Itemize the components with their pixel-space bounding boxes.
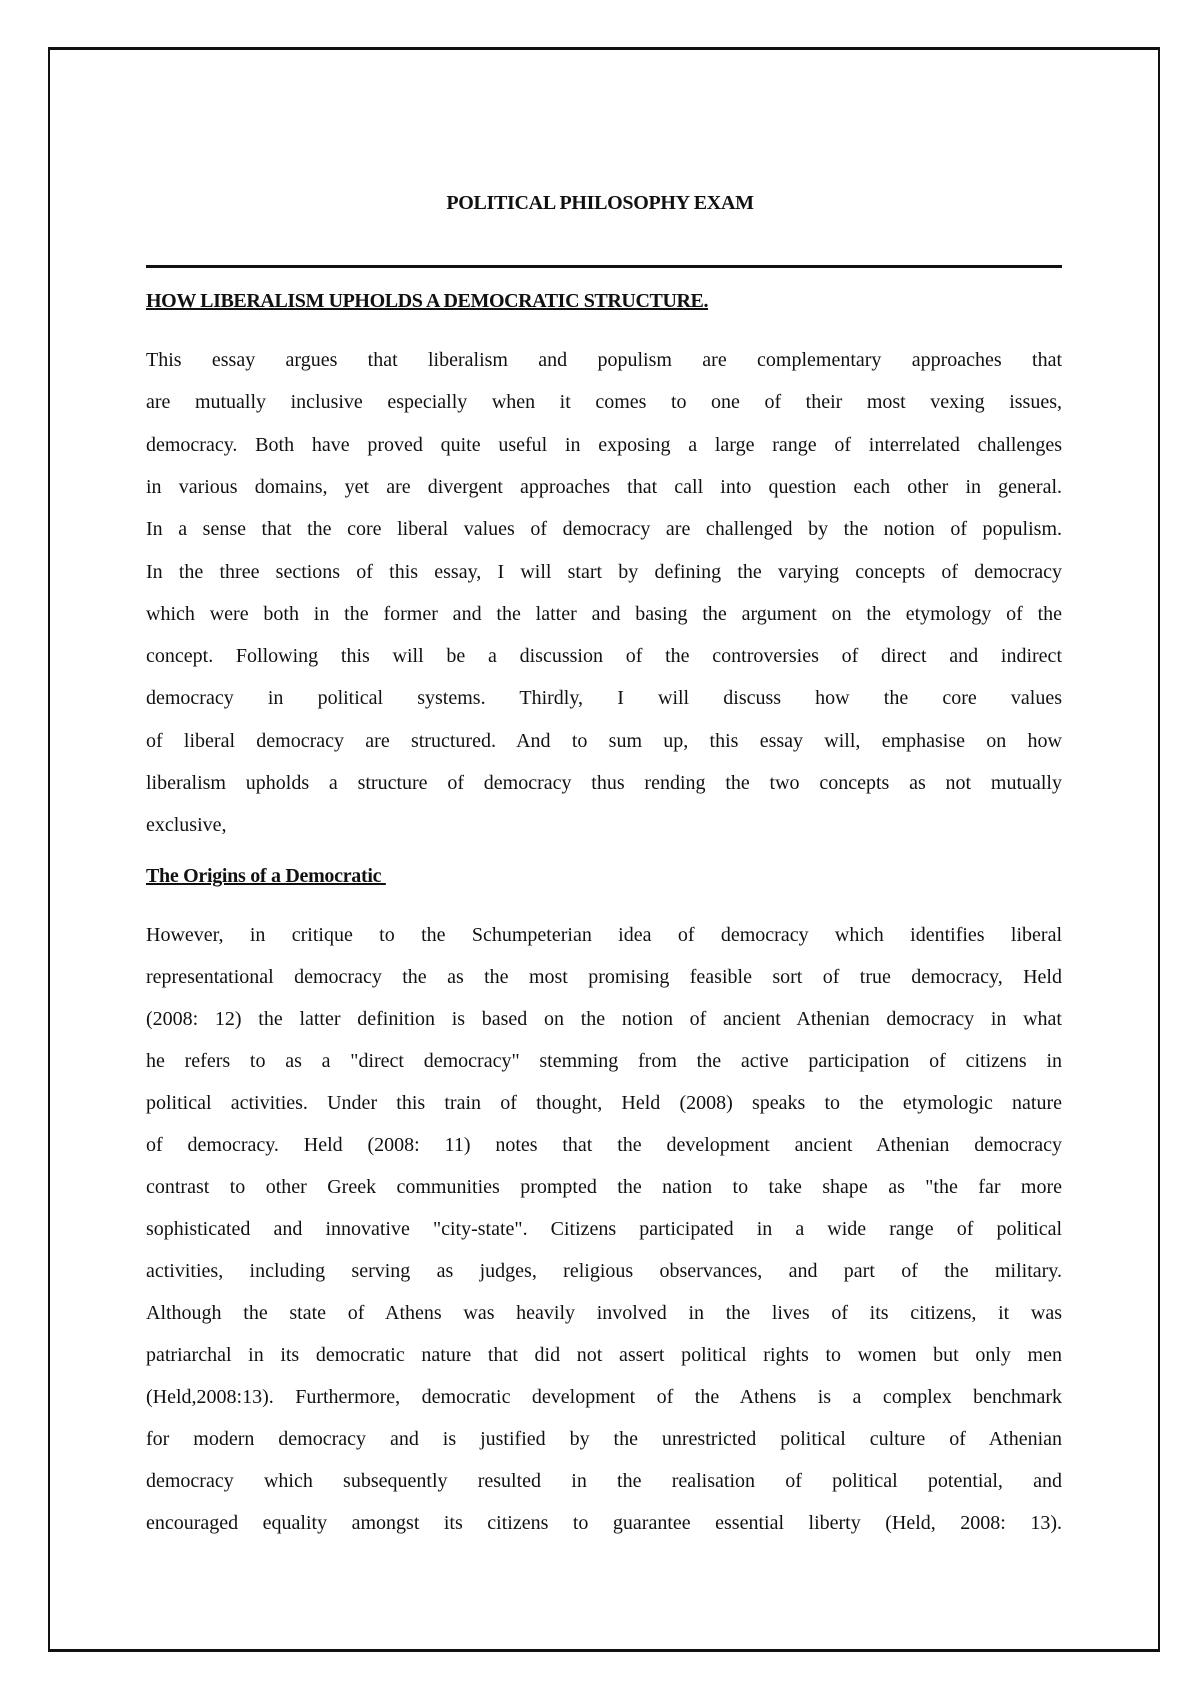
text-line: are mutually inclusive especially when it comes to one of their most vexing issues, xyxy=(146,391,1062,414)
text-line: activities, including serving as judges, religious observances, and part of the military. xyxy=(146,1260,1062,1282)
text-line: liberalism upholds a structure of democracy thus rending the two concepts as not mutually xyxy=(146,772,1062,794)
text-line: In the three sections of this essay, I will start by defining the varying concepts of democracy xyxy=(146,560,1062,583)
text-line: he refers to as a "direct democracy" stemming from the active participation of citizens in xyxy=(146,1050,1062,1072)
text-line: democracy. Both have proved quite useful in exposing a large range of interrelated challenges xyxy=(146,433,1062,456)
text-line: representational democracy the as the most promising feasible sort of true democracy, Held xyxy=(146,966,1062,988)
text-line: exclusive, xyxy=(146,814,227,837)
text-line: Although the state of Athens was heavily involved in the lives of its citizens, it was xyxy=(146,1302,1062,1324)
text-line: for modern democracy and is justified by the unrestricted political culture of Athenian xyxy=(146,1428,1062,1450)
text-line: of liberal democracy are structured. And to sum up, this essay will, emphasise on how xyxy=(146,729,1062,752)
text-line: contrast to other Greek communities prompted the nation to take shape as "the far more xyxy=(146,1176,1062,1198)
page-border xyxy=(48,47,1160,1652)
document-title: POLITICAL PHILOSOPHY EXAM xyxy=(446,192,754,214)
text-line: democracy which subsequently resulted in the realisation of political potential, and xyxy=(146,1470,1062,1492)
text-line: concept. Following this will be a discussion of the controversies of direct and indirect xyxy=(146,645,1062,668)
text-line: which were both in the former and the latter and basing the argument on the etymology of the xyxy=(146,602,1062,625)
text-line: in various domains, yet are divergent approaches that call into question each other in general. xyxy=(146,475,1062,498)
essay-heading: HOW LIBERALISM UPHOLDS A DEMOCRATIC STRUCTURE. xyxy=(146,290,709,312)
text-line: democracy in political systems. Thirdly, I will discuss how the core values xyxy=(146,687,1062,710)
text-line: In a sense that the core liberal values of democracy are challenged by the notion of populism. xyxy=(146,518,1062,541)
text-line: of democracy. Held (2008: 11) notes that the development ancient Athenian democracy xyxy=(146,1134,1062,1156)
section-subheading: The Origins of a Democratic xyxy=(146,865,386,887)
text-line: However, in critique to the Schumpeterian idea of democracy which identifies liberal xyxy=(146,924,1062,946)
text-line: patriarchal in its democratic nature that did not assert political rights to women but only men xyxy=(146,1344,1062,1366)
text-line: political activities. Under this train of thought, Held (2008) speaks to the etymologic nature xyxy=(146,1092,1062,1114)
text-line: encouraged equality amongst its citizens to guarantee essential liberty (Held, 2008: 13). xyxy=(146,1512,1062,1534)
text-line: This essay argues that liberalism and populism are complementary approaches that xyxy=(146,349,1062,371)
text-line: (2008: 12) the latter definition is based on the notion of ancient Athenian democracy in what xyxy=(146,1008,1062,1030)
title-divider xyxy=(146,265,1062,268)
text-line: sophisticated and innovative "city-state". Citizens participated in a wide range of political xyxy=(146,1218,1062,1240)
text-line: (Held,2008:13). Furthermore, democratic development of the Athens is a complex benchmark xyxy=(146,1386,1062,1408)
